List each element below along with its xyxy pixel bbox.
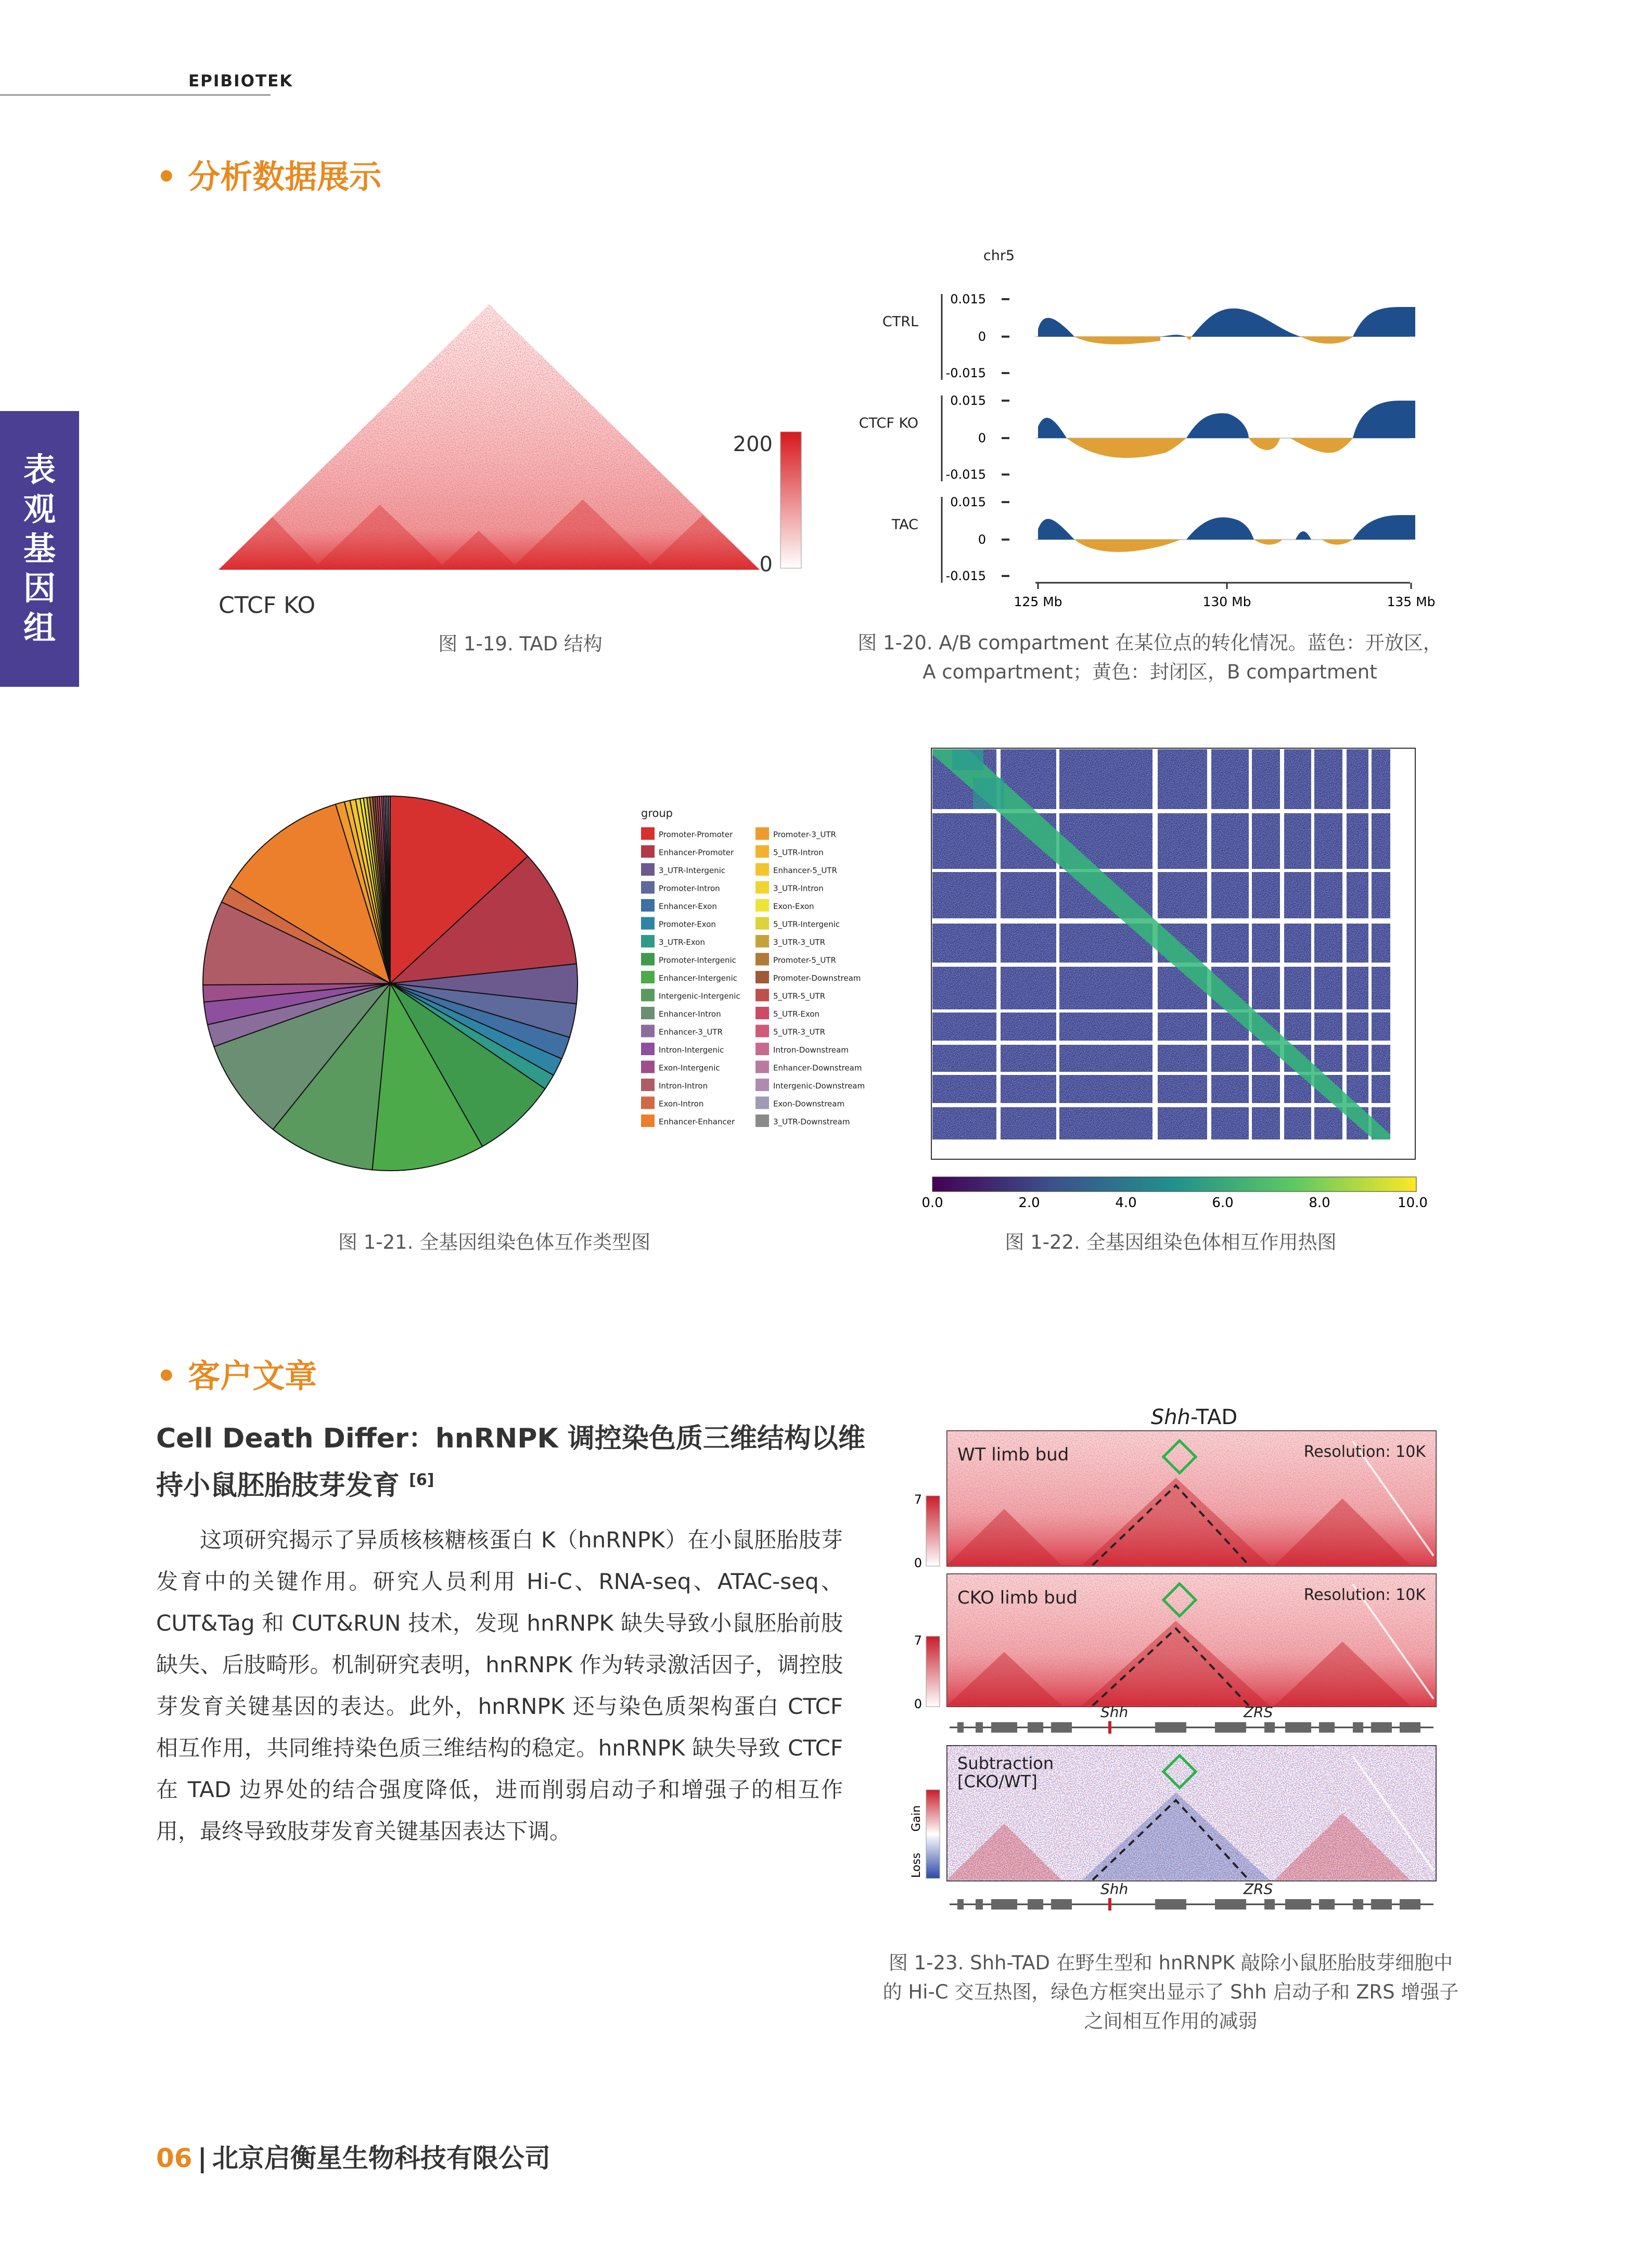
y-tick: 0 (978, 532, 986, 547)
legend-label: Exon-Intergenic (659, 1063, 720, 1073)
panel-resolution: Resolution: 10K (1303, 1443, 1426, 1461)
page-number: 06 (156, 2143, 193, 2173)
compartment-svg (833, 239, 1457, 619)
y-tick: 0 (978, 431, 986, 445)
pie-legend (641, 827, 865, 1127)
side-tab-char: 因 (23, 569, 56, 607)
caption-line: A compartment；黄色：封闭区，B compartment (923, 661, 1377, 683)
scale-label: Loss (910, 1852, 923, 1878)
header-brand: EPIBIOTEK (188, 72, 293, 91)
legend-swatch (641, 863, 655, 876)
footer (156, 2137, 550, 2175)
gene-shh: Shh (1100, 1703, 1129, 1721)
article-title (156, 1418, 874, 1506)
article-title-line: Cell Death Differ：hnRNPK 调控染色质三维结构以维 (156, 1423, 865, 1454)
gene-track (950, 1880, 1433, 1911)
legend-swatch (755, 935, 769, 947)
legend-swatch (755, 1007, 769, 1019)
gene-shh: Shh (1100, 1880, 1129, 1898)
track-ctcf-ko (859, 393, 1415, 482)
legend-swatch (641, 917, 655, 930)
figure-shh-tad (885, 1400, 1446, 1946)
legend-label: Enhancer-Intergenic (659, 973, 737, 983)
legend-swatch (641, 1097, 655, 1109)
track-label: CTCF KO (859, 415, 918, 431)
legend-swatch (641, 881, 655, 894)
legend-label: Enhancer-Downstream (773, 1063, 862, 1073)
x-tick: 125 Mb (1014, 594, 1062, 609)
scale-label: 7 (914, 1633, 922, 1648)
legend-label: Exon-Downstream (773, 1099, 845, 1109)
legend-swatch (641, 1061, 655, 1073)
legend-swatch (755, 1097, 769, 1109)
legend-swatch (641, 899, 655, 912)
colorbar-tick: 10.0 (1398, 1195, 1428, 1207)
x-tick: 130 Mb (1202, 594, 1251, 609)
track-label: TAC (891, 517, 918, 533)
header-rule (0, 94, 271, 96)
side-tab-char: 表 (23, 451, 56, 489)
y-tick: -0.015 (945, 366, 986, 380)
colorbar-tick: 6.0 (1212, 1195, 1234, 1207)
panel-label: Subtraction (957, 1753, 1054, 1773)
legend-label: Intron-Downstream (773, 1045, 849, 1055)
side-tab-char: 组 (23, 609, 56, 647)
legend-swatch (641, 1007, 655, 1019)
colorbar-tick: 8.0 (1309, 1195, 1330, 1207)
pie-chart-svg (198, 775, 890, 1202)
legend-label: Promoter-Downstream (773, 973, 861, 983)
legend-swatch (755, 989, 769, 1002)
gene-zrs: ZRS (1244, 1880, 1273, 1898)
y-tick: 0.015 (950, 495, 986, 509)
legend-label: Exon-Exon (773, 902, 814, 911)
legend-swatch (755, 881, 769, 894)
y-tick: -0.015 (945, 569, 986, 583)
legend-label: 5_UTR-Exon (773, 1009, 819, 1019)
scale-label: Gain (910, 1805, 923, 1832)
compartment-b (1067, 438, 1353, 458)
genome-heatmap-svg (916, 739, 1436, 1207)
legend-swatch (641, 1025, 655, 1037)
legend-swatch (641, 845, 655, 858)
panel-subtraction (910, 1746, 1436, 1881)
legend-swatch (755, 917, 769, 930)
legend-label: 5_UTR-Intron (773, 848, 824, 857)
legend-swatch (755, 971, 769, 983)
legend-swatch (755, 899, 769, 912)
caption-fig-1-19: 图 1-19. TAD 结构 (438, 633, 603, 655)
track-tac (891, 495, 1415, 583)
y-tick: 0.015 (950, 292, 986, 306)
legend-label: Enhancer-Enhancer (659, 1117, 735, 1126)
section-title-articles: • 客户文章 (156, 1357, 317, 1395)
legend-swatch (641, 989, 655, 1002)
tad-colorbar-max: 200 (733, 432, 773, 456)
legend-swatch (755, 845, 769, 858)
legend-swatch (755, 1025, 769, 1037)
scale-label: 0 (914, 1556, 922, 1570)
colorbar-tick: 2.0 (1018, 1195, 1040, 1207)
legend-swatch (755, 1061, 769, 1073)
panel-resolution: Resolution: 10K (1303, 1586, 1426, 1604)
legend-label: 3_UTR-Intron (773, 883, 824, 893)
caption-line: 之间相互作用的减弱 (1084, 2010, 1258, 2032)
legend-label: 3_UTR-Downstream (773, 1117, 850, 1126)
tad-heatmap-svg (208, 291, 833, 635)
legend-swatch (641, 827, 655, 840)
gene-zrs: ZRS (1244, 1703, 1273, 1721)
legend-label: Promoter-Promoter (659, 830, 733, 839)
chrom-label: chr5 (983, 248, 1015, 264)
compartment-a (1038, 515, 1415, 540)
scale-label: 0 (914, 1697, 922, 1711)
article-title-line: 持小鼠胚胎肢芽发育 (156, 1470, 400, 1502)
track-ctrl (882, 292, 1415, 380)
legend-label: Promoter-5_UTR (773, 955, 836, 965)
legend-swatch (755, 863, 769, 876)
caption-fig-1-21: 图 1-21. 全基因组染色体互作类型图 (338, 1231, 651, 1253)
legend-label: Intergenic-Downstream (773, 1081, 865, 1091)
article-reference: [6] (409, 1471, 434, 1489)
legend-swatch (641, 1043, 655, 1055)
figure-interaction-pie (198, 775, 890, 1202)
legend-swatch (755, 1079, 769, 1091)
legend-label: Promoter-Intergenic (659, 955, 736, 965)
legend-swatch (641, 1114, 655, 1127)
legend-label: Promoter-Exon (659, 919, 716, 929)
compartment-b (1074, 337, 1353, 344)
panel-cko (914, 1574, 1436, 1711)
side-section-tab (0, 411, 79, 687)
legend-swatch (755, 1114, 769, 1127)
legend-label: Enhancer-5_UTR (773, 866, 837, 875)
legend-label: Promoter-3_UTR (773, 830, 836, 839)
compartment-a (1038, 401, 1415, 438)
caption-line: 图 1-20. A/B compartment 在某位点的转化情况。蓝色：开放区， (857, 632, 1442, 654)
legend-label: Intron-Intron (659, 1081, 708, 1091)
tad-sample-label: CTCF KO (219, 592, 316, 619)
side-tab-char: 基 (23, 530, 56, 568)
legend-label: Enhancer-Promoter (659, 848, 734, 857)
compartment-a (1038, 307, 1415, 337)
viridis-colorbar (932, 1177, 1416, 1192)
legend-swatch (755, 953, 769, 966)
tad-colorbar (780, 432, 801, 568)
legend-label: 3_UTR-3_UTR (773, 938, 826, 947)
legend-label: 5_UTR-3_UTR (773, 1027, 826, 1037)
caption-line: 的 Hi-C 交互热图，绿色方框突出显示了 Shh 启动子和 ZRS 增强子 (882, 1981, 1459, 2003)
figure-ab-compartment (833, 239, 1457, 619)
legend-title: group (641, 807, 673, 819)
legend-label: 5_UTR-Intergenic (773, 919, 840, 929)
panel-label: CKO limb bud (957, 1587, 1078, 1608)
compartment-b (1074, 540, 1353, 552)
x-tick: 135 Mb (1387, 594, 1436, 609)
scale-label: 7 (914, 1492, 922, 1507)
pie-slices (203, 796, 578, 1171)
legend-label: Intergenic-Intergenic (659, 991, 740, 1001)
legend-label: Enhancer-Exon (659, 902, 717, 911)
panel-wt (914, 1431, 1436, 1570)
legend-label: Intron-Intergenic (659, 1045, 724, 1055)
legend-swatch (641, 953, 655, 966)
gene-track (950, 1703, 1433, 1734)
track-label: CTRL (882, 314, 918, 330)
legend-label: Enhancer-Intron (659, 1009, 721, 1019)
company-name: 北京启衡星生物科技有限公司 (212, 2143, 550, 2173)
legend-label: Exon-Intron (659, 1099, 704, 1109)
side-tab-char: 观 (23, 490, 56, 528)
y-tick: 0.015 (950, 393, 986, 408)
caption-line: 图 1-23. Shh-TAD 在野生型和 hnRNPK 敲除小鼠胚胎肢芽细胞中 (888, 1952, 1453, 1974)
legend-label: Enhancer-3_UTR (659, 1027, 723, 1037)
caption-fig-1-23 (833, 1949, 1509, 2036)
legend-swatch (641, 935, 655, 947)
legend-label: 3_UTR-Intergenic (659, 866, 726, 875)
figure-genome-heatmap (916, 739, 1436, 1207)
shh-tad-title: Shh-TAD (1150, 1405, 1238, 1429)
y-tick: -0.015 (945, 467, 986, 482)
legend-swatch (641, 1079, 655, 1091)
legend-swatch (641, 971, 655, 983)
article-body: 这项研究揭示了异质核核糖核蛋白 K（hnRNPK）在小鼠胚胎肢芽发育中的关键作用。研究人员利用 Hi-C、RNA-seq、ATAC-seq、CUT&Tag 和 CUT&RUN 技术，发现 hnRNPK 缺失导致小鼠胚胎前肢缺失、后肢畸形。机制研究表明，hnRNPK 作为转录激活因子，调控肢芽发育关键基因的表达。此外，hnRNPK 还与染色质架构蛋白 CTCF 相互作用，共同维持染色质三维结构的稳定。hnRNPK 缺失导致 CTCF 在 TAD 边界处的结合强度降低，进而削弱启动子和增强子的相互作用，最终导致肢芽发育关键基因表达下调。 (156, 1527, 843, 1844)
legend-swatch (755, 1043, 769, 1055)
figure-tad-structure (208, 291, 833, 635)
colorbar-tick: 0.0 (921, 1195, 943, 1207)
shh-tad-svg (885, 1400, 1446, 1946)
y-tick: 0 (978, 329, 986, 344)
colorbar-tick: 4.0 (1115, 1195, 1137, 1207)
footer-separator: | (197, 2143, 207, 2173)
panel-label: [CKO/WT] (957, 1772, 1038, 1791)
legend-label: 3_UTR-Exon (659, 938, 705, 947)
panel-label: WT limb bud (957, 1444, 1069, 1465)
caption-fig-1-22: 图 1-22. 全基因组染色体相互作用热图 (1005, 1231, 1337, 1253)
caption-fig-1-20 (812, 629, 1488, 687)
section-title-analysis: • 分析数据展示 (156, 158, 382, 196)
legend-label: 5_UTR-5_UTR (773, 991, 826, 1001)
tad-colorbar-min: 0 (759, 553, 773, 576)
legend-label: Promoter-Intron (659, 883, 720, 893)
legend-swatch (755, 827, 769, 840)
